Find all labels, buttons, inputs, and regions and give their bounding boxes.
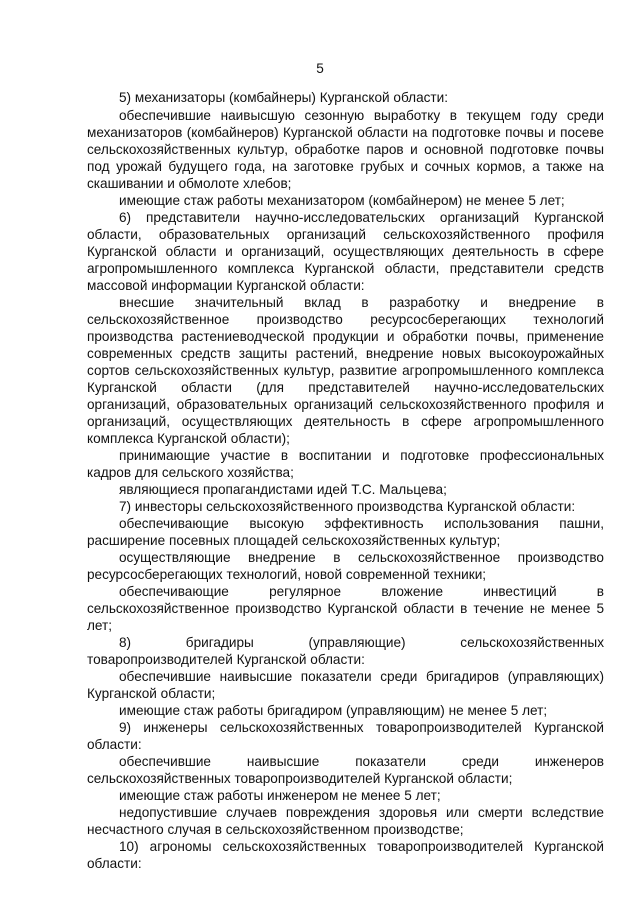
text-line: обеспечивающие высокую эффективность использования пашни, <box>119 516 604 531</box>
text-line: принимающие участие в воспитании и подготовке профессиональных <box>119 448 604 463</box>
text-line: Курганской области (для представителей научно-исследовательских <box>87 380 604 395</box>
text-line: организаций, осуществляющих деятельность в сфере агропромышленного <box>87 414 604 429</box>
text-line: 7) инвесторы сельскохозяйственного производства Курганской области: <box>119 499 576 514</box>
page-number: 5 <box>316 61 324 76</box>
text-line: организаций, образовательных организаций сельскохозяйственного профиля и <box>87 397 604 412</box>
text-line: являющиеся пропагандистами идей Т.С. Мальцева; <box>119 482 447 497</box>
text-line: обеспечившие наивысшую сезонную выработку в текущем году среди <box>119 108 604 123</box>
text-line: имеющие стаж работы инженером не менее 5 лет; <box>119 788 441 803</box>
text-line: кадров для сельского хозяйства; <box>87 465 294 480</box>
text-line: под урожай будущего года, на заготовке грубых и сочных кормов, а также на <box>87 159 604 174</box>
text-line: обеспечившие наивысшие показатели среди бригадиров (управляющих) <box>119 669 604 684</box>
text-line: области: <box>87 737 142 752</box>
text-line: сельскохозяйственных товаропроизводителей Курганской области; <box>87 771 513 786</box>
text-line: массовой информации Курганской области: <box>87 278 365 293</box>
text-line: комплекса Курганской области); <box>87 431 290 446</box>
text-line: ресурсосберегающих технологий, новой современной техники; <box>87 567 487 582</box>
text-line: 10) агрономы сельскохозяйственных товаропроизводителей Курганской <box>119 839 604 854</box>
text-line: лет; <box>87 618 113 633</box>
text-line: имеющие стаж работы механизатором (комбайнером) не менее 5 лет; <box>119 193 565 208</box>
text-line: сельскохозяйственное производство ресурсосберегающих технологий <box>87 312 604 327</box>
text-line: 6) представители научно-исследовательских организаций Курганской <box>119 210 604 225</box>
text-line: сельскохозяйственное производство Курганской области в течение не менее 5 <box>87 601 604 616</box>
text-line: 5) механизаторы (комбайнеры) Курганской области: <box>119 90 449 105</box>
text-line: Курганской области и организаций, осуществляющих деятельность в сфере <box>87 244 604 259</box>
text-line: области, образовательных организаций сельскохозяйственного профиля <box>87 227 604 242</box>
text-line: обеспечившие наивысшие показатели среди инженеров <box>119 754 604 769</box>
text-line: несчастного случая в сельскохозяйственном производстве; <box>87 822 464 837</box>
text-line: осуществляющие внедрение в сельскохозяйственное производство <box>119 550 604 565</box>
text-line: товаропроизводителей Курганской области: <box>87 652 365 667</box>
text-line: современных средств защиты растений, внедрение новых высокоурожайных <box>87 346 604 361</box>
text-line: имеющие стаж работы бригадиром (управляющим) не менее 5 лет; <box>119 703 548 718</box>
text-line: 8) бригадиры (управляющие) сельскохозяйственных <box>119 635 604 650</box>
text-line: механизаторов (комбайнеров) Курганской области на подготовке почвы и посеве <box>87 125 604 140</box>
text-line: Курганской области; <box>87 686 216 701</box>
text-line: 9) инженеры сельскохозяйственных товаропроизводителей Курганской <box>119 720 604 735</box>
text-line: недопустившие случаев повреждения здоровья или смерти вследствие <box>119 805 604 820</box>
text-line: внесшие значительный вклад в разработку и внедрение в <box>119 295 604 310</box>
text-line: скашивании и обмолоте хлебов; <box>87 176 292 191</box>
text-line: сортов сельскохозяйственных культур, развитие агропромышленного комплекса <box>87 363 604 378</box>
text-line: агропромышленного комплекса Курганской области, представители средств <box>87 261 604 276</box>
text-line: обеспечивающие регулярное вложение инвестиций в <box>119 584 604 599</box>
text-line: производства растениеводческой продукции и обработки почвы, применение <box>87 329 604 344</box>
text-line: расширение посевных площадей сельскохозяйственных культур; <box>87 533 501 548</box>
text-line: сельскохозяйственных культур, обработке паров и основной подготовке почвы <box>87 142 604 157</box>
text-line: области: <box>87 856 142 871</box>
